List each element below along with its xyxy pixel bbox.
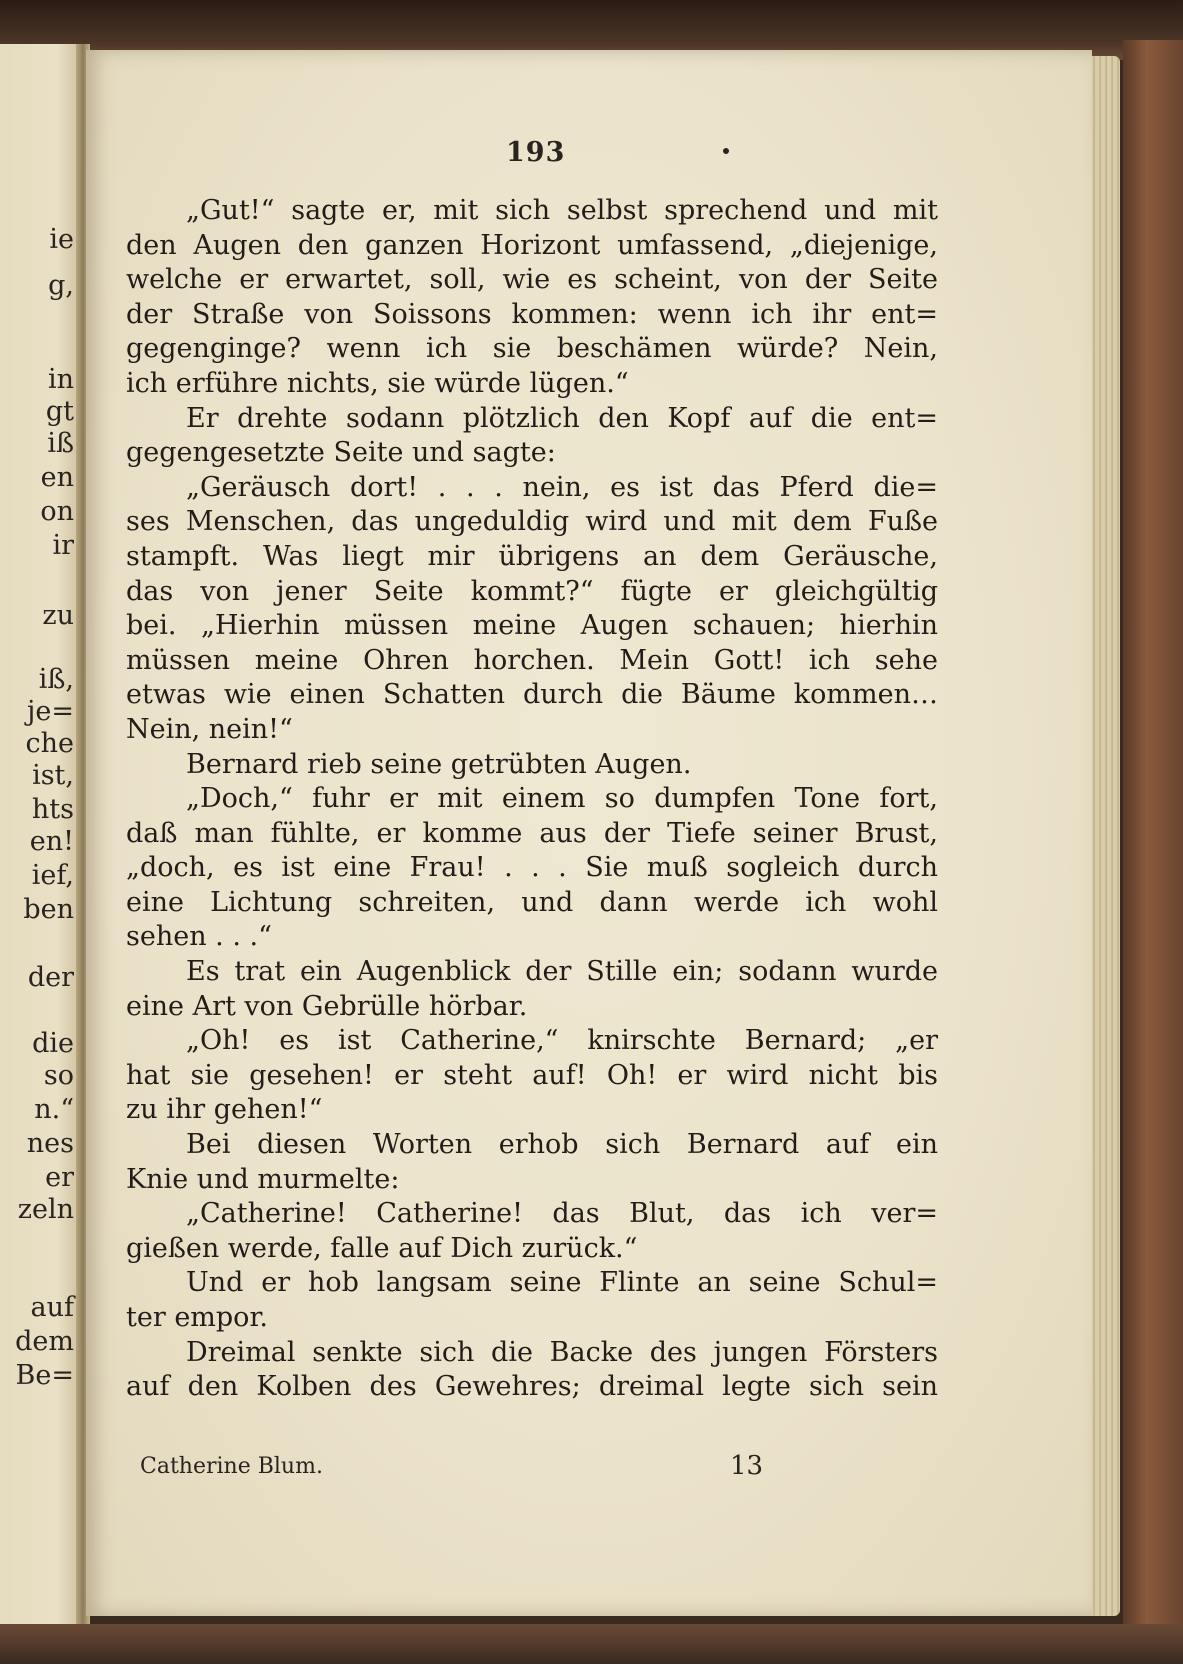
text-line: gießen werde, falle auf Dich zurück.“ bbox=[126, 1232, 638, 1264]
text-line: das von jener Seite kommt?“ fügte er gleichgültig bbox=[126, 575, 938, 607]
text-line: der Straße von Soissons kommen: wenn ich ihr ent= bbox=[126, 298, 938, 330]
text-line: Er drehte sodann plötzlich den Kopf auf die ent= bbox=[186, 402, 938, 434]
previous-page-text: zeln bbox=[17, 1194, 74, 1225]
previous-page-text: zu bbox=[42, 600, 74, 631]
text-line: etwas wie einen Schatten durch die Bäume kommen… bbox=[126, 679, 938, 711]
previous-page-text: die bbox=[32, 1028, 74, 1059]
text-line: eine Art von Gebrülle hörbar. bbox=[126, 990, 528, 1022]
previous-page-text: ief, bbox=[31, 860, 74, 891]
page-stack-edge bbox=[1090, 56, 1120, 1616]
text-line: ich erführe nichts, sie würde lügen.“ bbox=[126, 367, 629, 399]
previous-page-text: in bbox=[47, 364, 74, 395]
previous-page-text: en bbox=[40, 462, 74, 493]
text-line: Nein, nein!“ bbox=[126, 713, 293, 745]
previous-page-text: der bbox=[27, 962, 74, 993]
text-line: „Doch,“ fuhr er mit einem so dumpfen Tone fort, bbox=[186, 783, 938, 815]
text-line: hat sie gesehen! er steht auf! Oh! er wird nicht bis bbox=[126, 1059, 938, 1091]
previous-page-text: Be= bbox=[15, 1360, 74, 1391]
previous-page-text: hts bbox=[31, 794, 74, 825]
header-dot bbox=[723, 148, 729, 154]
text-line: Und er hob langsam seine Flinte an seine Schul= bbox=[186, 1267, 938, 1299]
text-line: gegengesetzte Seite und sagte: bbox=[126, 437, 556, 469]
previous-page-text: iß bbox=[47, 428, 74, 459]
body-text bbox=[126, 194, 938, 1405]
previous-page-text: che bbox=[25, 728, 74, 759]
sheet-signature: Catherine Blum. bbox=[140, 1454, 323, 1479]
previous-page-text: auf bbox=[30, 1292, 74, 1323]
text-line: „Catherine! Catherine! das Blut, das ich ver= bbox=[186, 1198, 938, 1230]
text-line: Bei diesen Worten erhob sich Bernard auf ein bbox=[186, 1129, 938, 1161]
previous-page-text: on bbox=[40, 496, 74, 527]
text-line: „Gut!“ sagte er, mit sich selbst sprechend und mit bbox=[186, 195, 938, 226]
text-line: „Geräusch dort! . . . nein, es ist das Pferd die= bbox=[186, 471, 938, 503]
book-edge-bottom bbox=[0, 1624, 1183, 1664]
text-line: den Augen den ganzen Horizont umfassend, „diejenige, bbox=[126, 229, 938, 261]
text-line: eine Lichtung schreiten, und dann werde ich wohl bbox=[126, 886, 938, 918]
previous-page-text: ben bbox=[23, 894, 74, 925]
previous-page-fragment bbox=[0, 44, 82, 1624]
previous-page-text: ist, bbox=[32, 760, 74, 791]
text-line: Dreimal senkte sich die Backe des jungen Försters bbox=[186, 1336, 938, 1368]
text-line: welche er erwartet, soll, wie es scheint, von der Seite bbox=[126, 264, 938, 296]
text-line: Bernard rieb seine getrübten Augen. bbox=[186, 748, 692, 780]
previous-page-text: er bbox=[45, 1162, 74, 1193]
previous-page-text: ie bbox=[49, 224, 74, 255]
previous-page-text: g, bbox=[48, 270, 74, 301]
text-line: gegenginge? wenn ich sie beschämen würde? Nein, bbox=[126, 333, 938, 365]
text-line: sehen . . .“ bbox=[126, 921, 272, 953]
text-line: auf den Kolben des Gewehres; dreimal legte sich sein bbox=[126, 1371, 938, 1403]
sheet-number: 13 bbox=[730, 1451, 764, 1481]
previous-page-text: iß, bbox=[38, 664, 74, 695]
previous-page-text: n.“ bbox=[34, 1094, 74, 1125]
text-line: Knie und murmelte: bbox=[126, 1163, 400, 1195]
text-line: „Oh! es ist Catherine,“ knirschte Bernard; „er bbox=[186, 1025, 938, 1057]
text-line: bei. „Hierhin müssen meine Augen schauen; hierhin bbox=[126, 610, 938, 642]
page-number: 193 bbox=[506, 137, 566, 168]
previous-page-text: ir bbox=[52, 530, 74, 561]
previous-page-text: nes bbox=[26, 1128, 74, 1159]
previous-page-text: dem bbox=[15, 1326, 74, 1357]
text-line: stampft. Was liegt mir übrigens an dem Geräusche, bbox=[126, 540, 938, 572]
text-line: zu ihr gehen!“ bbox=[126, 1094, 323, 1126]
text-line: „doch, es ist eine Frau! . . . Sie muß sogleich durch bbox=[126, 852, 938, 884]
text-line: daß man fühlte, er komme aus der Tiefe seiner Brust, bbox=[126, 817, 938, 849]
previous-page-text: so bbox=[43, 1060, 74, 1091]
previous-page-text: en! bbox=[29, 826, 74, 857]
text-line: ter empor. bbox=[126, 1302, 268, 1333]
text-line: Es trat ein Augenblick der Stille ein; sodann wurde bbox=[186, 956, 938, 988]
previous-page-text: gt bbox=[45, 396, 74, 427]
text-line: ses Menschen, das ungeduldig wird und mit dem Fuße bbox=[126, 506, 938, 538]
previous-page-text: je= bbox=[27, 696, 74, 727]
text-line: müssen meine Ohren horchen. Mein Gott! ich sehe bbox=[126, 644, 938, 676]
book-cover-edge bbox=[1123, 40, 1183, 1664]
